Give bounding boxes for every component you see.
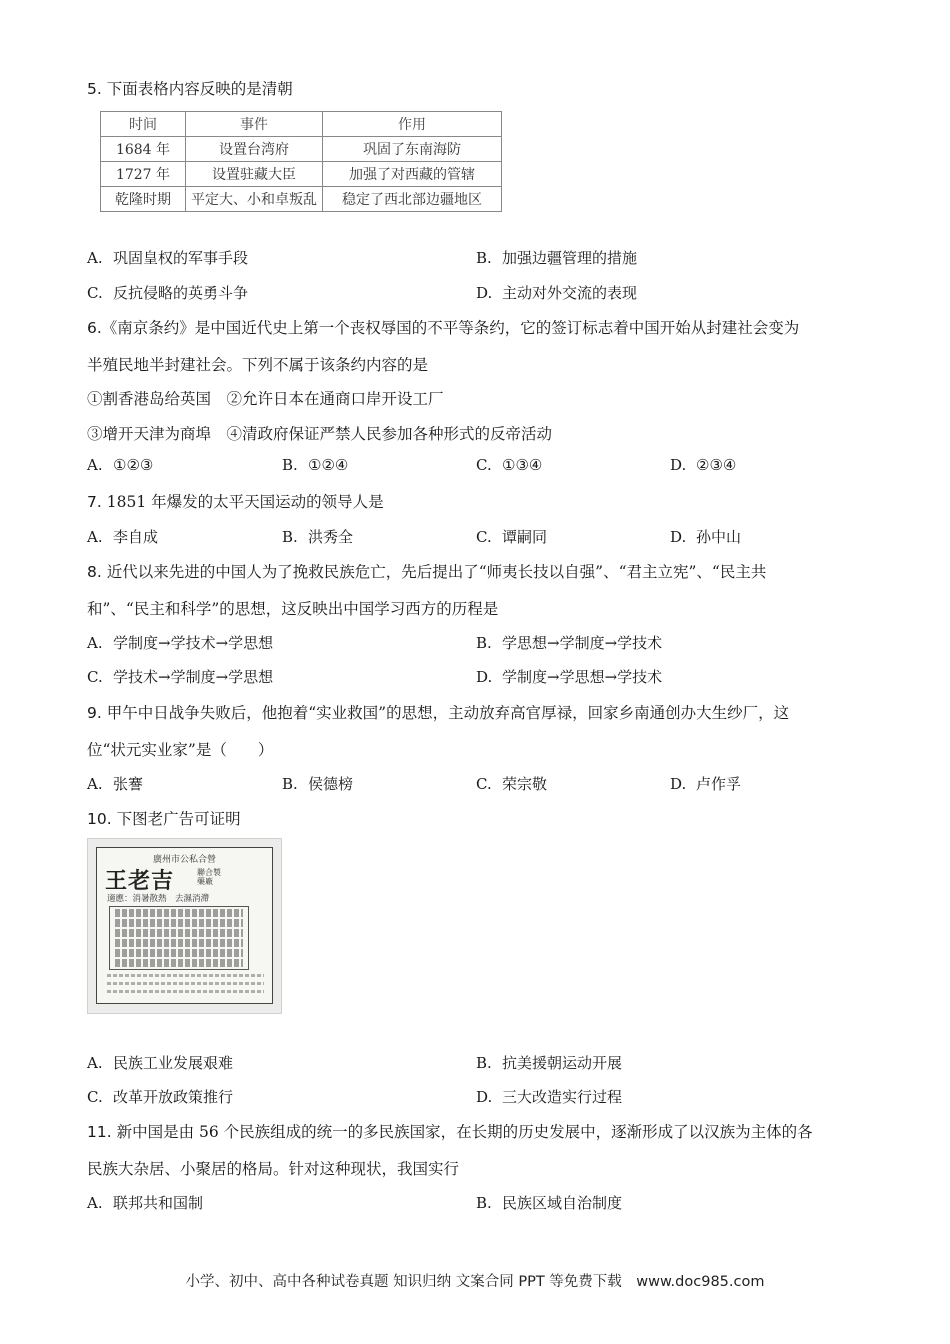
ad-brand-name: 王老吉 (105, 868, 175, 894)
option-b[interactable]: B. 学思想→学制度→学技术 (476, 634, 663, 652)
option-b[interactable]: B. ①②④ (282, 456, 349, 474)
table-row (101, 137, 502, 162)
option-a[interactable]: A. 巩固皇权的军事手段 (87, 249, 249, 267)
option-c[interactable]: C. 改革开放政策推行 (87, 1088, 234, 1106)
page-footer: 小学、初中、高中各种试卷真题 知识归纳 文案合同 PPT 等免费下载 www.doc985.com (185, 1274, 765, 1290)
option-c[interactable]: C. 学技术→学制度→学思想 (87, 668, 274, 686)
option-b[interactable]: B. 侯德榜 (282, 775, 354, 793)
question-9-stem-line2: 位“状元实业家”是（ ） (87, 741, 274, 759)
ad-subtitle: 適應：消暑散熱 去濕消滯 (107, 894, 210, 904)
table-header: 时间 (101, 112, 186, 137)
option-b[interactable]: B. 加强边疆管理的措施 (476, 249, 638, 267)
option-b[interactable]: B. 洪秀全 (282, 528, 354, 546)
option-b[interactable]: B. 民族区域自治制度 (476, 1194, 623, 1212)
question-7-stem: 7. 1851 年爆发的太平天国运动的领导人是 (87, 493, 384, 511)
question-10-stem: 10. 下图老广告可证明 (87, 810, 241, 828)
question-11-stem-line2: 民族大杂居、小聚居的格局。针对这种现状，我国实行 (87, 1160, 460, 1178)
option-d[interactable]: D. 卢作孚 (670, 775, 742, 793)
question-5-table (100, 111, 502, 212)
question-8-stem-line2: 和”、“民主和科学”的思想，这反映出中国学习西方的历程是 (87, 600, 499, 618)
table-cell: 平定大、小和卓叛乱 (186, 187, 323, 212)
question-5-stem: 5. 下面表格内容反映的是清朝 (87, 80, 293, 98)
table-cell: 1727 年 (101, 162, 186, 187)
table-row (101, 162, 502, 187)
question-6-items-line2: ③增开天津为商埠 ④清政府保证严禁人民参加各种形式的反帝活动 (87, 425, 553, 443)
table-header: 作用 (323, 112, 502, 137)
table-cell: 加强了对西藏的管辖 (323, 162, 502, 187)
option-d[interactable]: D. ②③④ (670, 456, 737, 474)
option-d[interactable]: D. 孙中山 (670, 528, 742, 546)
option-d[interactable]: D. 学制度→学思想→学技术 (476, 668, 663, 686)
table-cell: 设置台湾府 (186, 137, 323, 162)
ad-product-list (109, 906, 249, 970)
option-c[interactable]: C. 荣宗敬 (476, 775, 548, 793)
option-a[interactable]: A. 李自成 (87, 528, 159, 546)
table-cell: 乾隆时期 (101, 187, 186, 212)
option-c[interactable]: C. 谭嗣同 (476, 528, 548, 546)
question-8-stem: 8. 近代以来先进的中国人为了挽救民族危亡，先后提出了“师夷长技以自强”、“君主立宪”、“民主共 (87, 563, 767, 581)
table-header-row (101, 112, 502, 137)
question-6-stem-line2: 半殖民地半封建社会。下列不属于该条约内容的是 (87, 356, 429, 374)
table-header: 事件 (186, 112, 323, 137)
option-b[interactable]: B. 抗美援朝运动开展 (476, 1054, 623, 1072)
option-a[interactable]: A. 学制度→学技术→学思想 (87, 634, 274, 652)
question-9-stem: 9. 甲午中日战争失败后，他抱着“实业救国”的思想，主动放弃高官厚禄，回家乡南通创办大生纱厂，这 (87, 704, 790, 722)
table-cell: 稳定了西北部边疆地区 (323, 187, 502, 212)
option-c[interactable]: C. ①③④ (476, 456, 543, 474)
question-6-items-line1: ①割香港岛给英国 ②允许日本在通商口岸开设工厂 (87, 390, 444, 408)
table-cell: 设置驻藏大臣 (186, 162, 323, 187)
option-a[interactable]: A. 张謇 (87, 775, 144, 793)
option-d[interactable]: D. 三大改造实行过程 (476, 1088, 623, 1106)
question-6-stem: 6.《南京条约》是中国近代史上第一个丧权辱国的不平等条约，它的签订标志着中国开始从封建社会变为 (87, 319, 800, 337)
ad-top-text: 廣州市公私合營 (152, 855, 216, 865)
ad-brand-side: 聯合製藥廠 (197, 868, 221, 886)
question-11-stem: 11. 新中国是由 56 个民族组成的统一的多民族国家，在长期的历史发展中，逐渐形成了以汉族为主体的各 (87, 1123, 813, 1141)
option-a[interactable]: A. ①②③ (87, 456, 154, 474)
table-cell: 巩固了东南海防 (323, 137, 502, 162)
option-d[interactable]: D. 主动对外交流的表现 (476, 284, 638, 302)
option-a[interactable]: A. 联邦共和国制 (87, 1194, 204, 1212)
option-c[interactable]: C. 反抗侵略的英勇斗争 (87, 284, 249, 302)
old-advertisement-image (87, 838, 282, 1014)
advertisement-frame (96, 847, 273, 1004)
option-a[interactable]: A. 民族工业发展艰难 (87, 1054, 234, 1072)
table-row (101, 187, 502, 212)
table-cell: 1684 年 (101, 137, 186, 162)
